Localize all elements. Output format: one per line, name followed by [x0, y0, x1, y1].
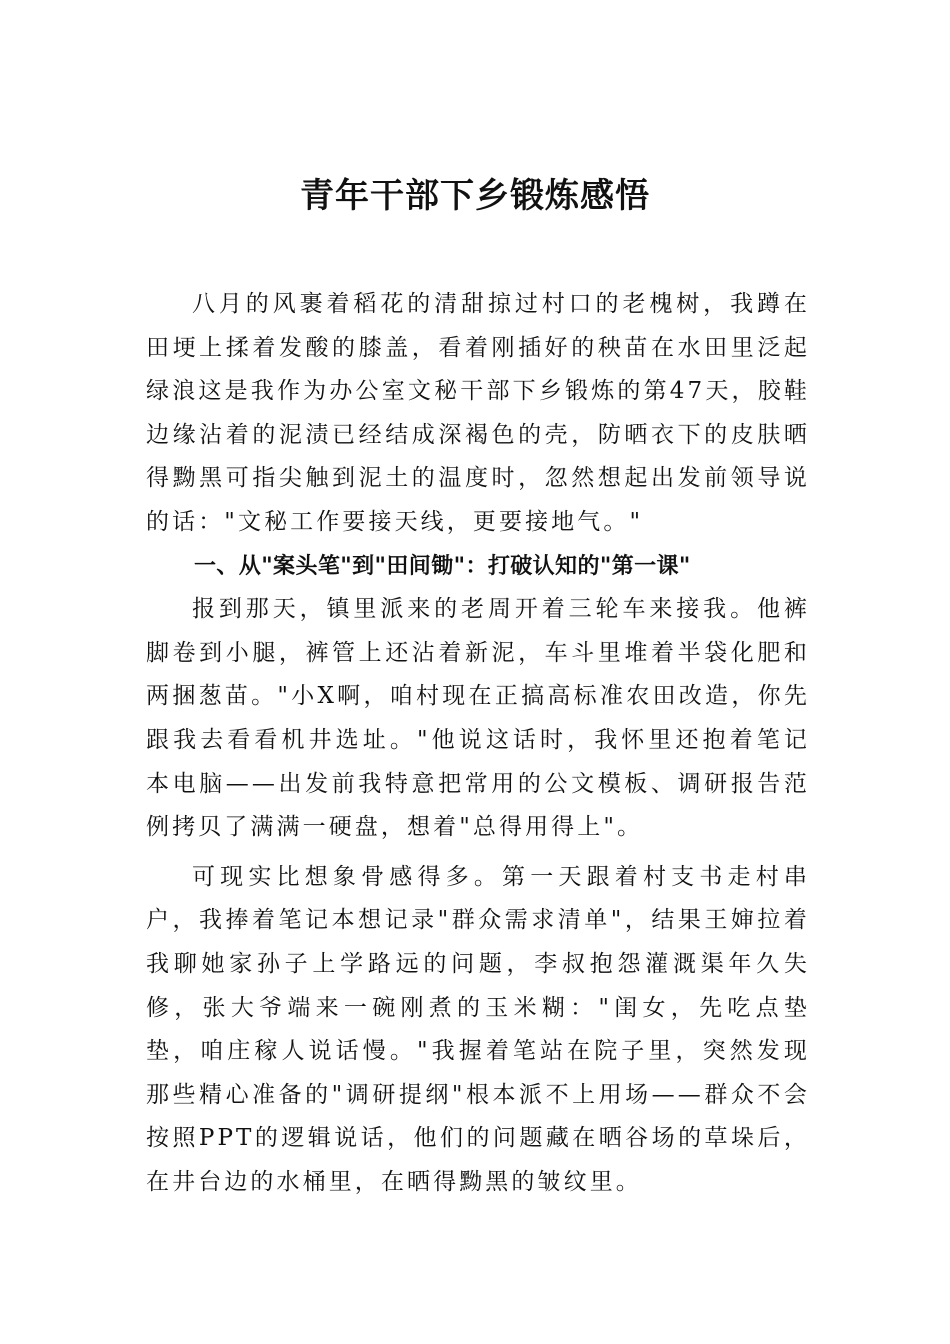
paragraph-arrival: 报到那天，镇里派来的老周开着三轮车来接我。他裤脚卷到小腿，裤管上还沾着新泥，车斗里堆着半袋化肥和两捆葱苗。"小X啊，咱村现在正搞高标准农田改造，你先跟我去看看机井选址。"他说这话时，我怀里还抱着笔记本电脑——出发前我特意把常用的公文模板、调研报告范例拷贝了满满一硬盘，想着"总得用得上"。: [146, 596, 810, 841]
document-body: [146, 283, 810, 1204]
paragraph-intro: 八月的风裹着稻花的清甜掠过村口的老槐树，我蹲在田埂上揉着发酸的膝盖，看着刚插好的秧苗在水田里泛起绿浪这是我作为办公室文秘干部下乡锻炼的第47天，胶鞋边缘沾着的泥渍已经结成深褐色的壳，防晒衣下的皮肤晒得黝黑可指尖触到泥土的温度时，忽然想起出发前领导说的话："文秘工作要接天线，更要接地气。": [146, 291, 810, 535]
section-heading-1: 一、从"案头笔"到"田间锄"：打破认知的"第一课": [194, 553, 691, 579]
paragraph-reality: 可现实比想象骨感得多。第一天跟着村支书走村串户，我捧着笔记本想记录"群众需求清单"，结果王婶拉着我聊她家孙子上学路远的问题，李叔抱怨灌溉渠年久失修，张大爷端来一碗刚煮的玉米糊："闺女，先吃点垫垫，咱庄稼人说话慢。"我握着笔站在院子里，突然发现那些精心准备的"调研提纲"根本派不上用场——群众不会按照PPT的逻辑说话，他们的问题藏在晒谷场的草垛后，在井台边的水桶里，在晒得黝黑的皱纹里。: [146, 863, 810, 1195]
document-title: 青年干部下乡锻炼感悟: [300, 176, 650, 216]
